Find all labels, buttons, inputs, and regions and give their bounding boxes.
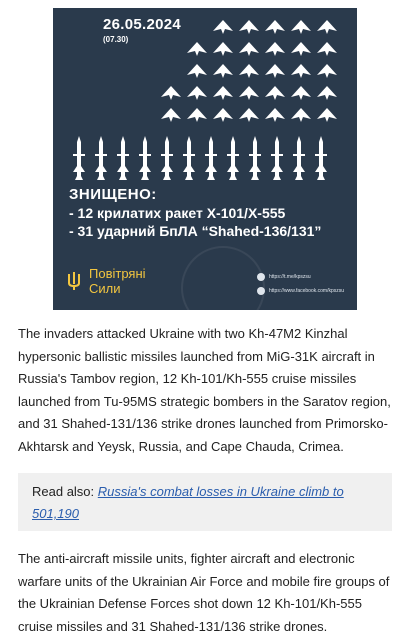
destroyed-drones-line: - 31 ударний БпЛА “Shahed-136/131”: [69, 223, 322, 239]
missile-icon: [205, 136, 217, 180]
drone-icon: [239, 20, 259, 34]
telegram-link-row: [257, 270, 344, 284]
drone-icon: [161, 108, 181, 122]
drone-icon: [265, 86, 285, 100]
article-paragraph-2: The anti-aircraft missile units, fighter aircraft and electronic warfare units of the Ukrainian Air Force and mobile fire groups of the Ukrainian Defense Forces shot down 12 Kh-101/Kh-555 cruise missiles and 31 Shahed-131/136 strike drones.: [18, 551, 390, 634]
brand-line-1: Повітряні: [89, 266, 146, 281]
telegram-link: https://t.me/kpszsu: [269, 274, 311, 280]
missile-icon: [117, 136, 129, 180]
drone-icon: [291, 42, 311, 56]
drone-icon: [317, 20, 337, 34]
trident-icon: [67, 271, 81, 291]
destroyed-summary: [69, 186, 321, 240]
drone-icon: [213, 20, 233, 34]
drone-icon: [265, 64, 285, 78]
missile-icon: [139, 136, 151, 180]
missile-icon: [183, 136, 195, 180]
drone-icon: [317, 64, 337, 78]
missile-icon: [249, 136, 261, 180]
drone-icon: [187, 108, 207, 122]
missile-icon: [271, 136, 283, 180]
drone-icon: [187, 86, 207, 100]
missile-icon: [293, 136, 305, 180]
drone-icon: [265, 20, 285, 34]
brand-line-2: Сили: [89, 281, 121, 296]
infographic-date: 26.05.2024: [103, 16, 182, 33]
infographic-time: (07.30): [103, 35, 129, 44]
telegram-icon: [257, 273, 265, 281]
read-also-link[interactable]: Russia's combat losses in Ukraine climb to 501,190: [32, 484, 344, 521]
drone-icon: [265, 42, 285, 56]
drone-icon: [187, 42, 207, 56]
missile-icon: [161, 136, 173, 180]
missile-icon: [315, 136, 327, 180]
air-force-logo: [67, 266, 146, 296]
drone-icon: [291, 86, 311, 100]
drone-icon: [239, 42, 259, 56]
drone-icon: [291, 64, 311, 78]
missile-icon: [227, 136, 239, 180]
facebook-link-row: [257, 284, 344, 298]
read-also-box: [18, 473, 392, 531]
read-also-label: Read also:: [32, 484, 95, 499]
drone-icon: [239, 86, 259, 100]
drone-icon: [317, 86, 337, 100]
destroyed-title: ЗНИЩЕНО:: [69, 186, 157, 203]
missile-icon: [95, 136, 107, 180]
drone-icon: [239, 64, 259, 78]
drone-icon: [291, 108, 311, 122]
decorative-circle: [181, 246, 265, 310]
infographic-image: [53, 8, 357, 310]
drone-icon: [213, 64, 233, 78]
brand-name: [89, 266, 146, 296]
drone-icon: [213, 42, 233, 56]
missile-icon: [73, 136, 85, 180]
drone-icon: [239, 108, 259, 122]
facebook-link: https://www.facebook.com/kpszsu: [269, 288, 345, 294]
drone-icon: [187, 64, 207, 78]
drone-icon: [161, 86, 181, 100]
drone-icon: [317, 108, 337, 122]
drone-icon: [213, 108, 233, 122]
destroyed-missiles-line: - 12 крилатих ракет Х-101/Х-555: [69, 205, 286, 221]
drone-icon: [213, 86, 233, 100]
article-paragraph-1: The invaders attacked Ukraine with two Kh-47M2 Kinzhal hypersonic ballistic missiles launched from MiG-31K aircraft in Russia's Tambov region, 12 Kh-101/Kh-555 cruise missiles launched from Tu-95MS strategic bombers in the Saratov region, and 31 Shahed-131/136 strike drones launched from Primorsko-Akhtarsk and Yeysk, Russia, and Cape Chauda, Crimea.: [18, 326, 391, 454]
social-links: [257, 270, 344, 298]
drone-icon: [317, 42, 337, 56]
drone-icon: [265, 108, 285, 122]
read-also-content: [32, 481, 382, 525]
facebook-icon: [257, 287, 265, 295]
drone-icon: [291, 20, 311, 34]
